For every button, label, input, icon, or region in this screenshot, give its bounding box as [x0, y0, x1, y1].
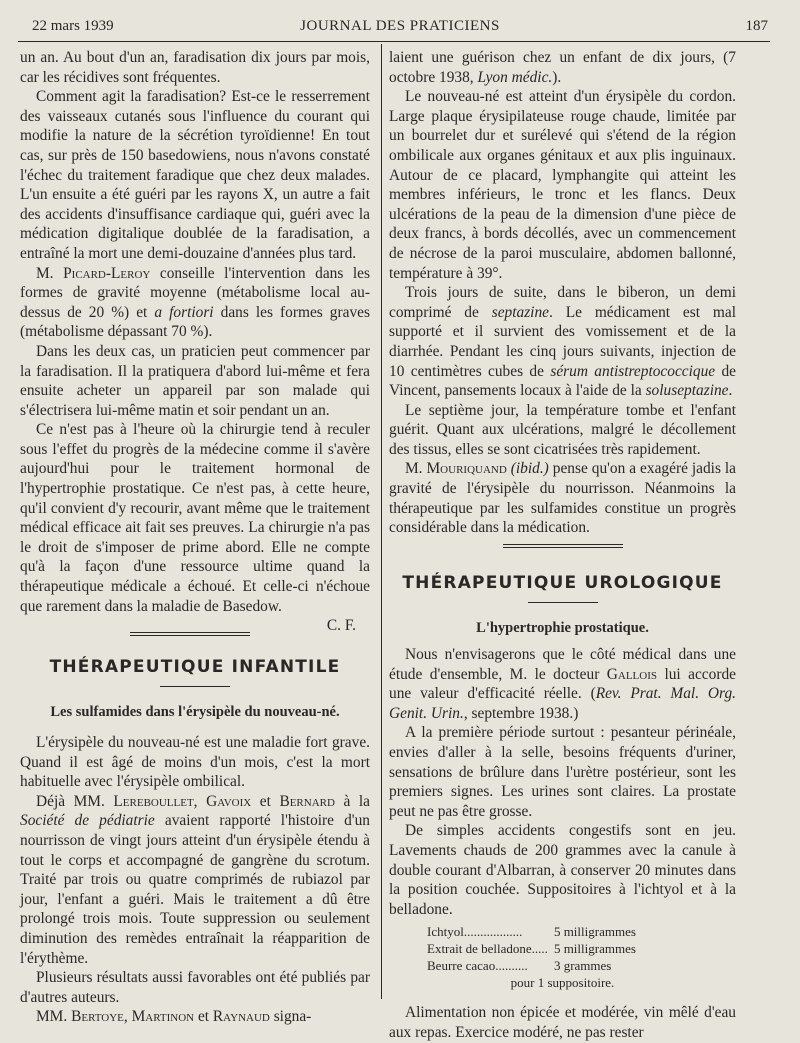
column-divider: [381, 44, 382, 999]
right-column: [389, 48, 736, 1043]
paragraph: De simples accidents congestifs sont en jeu. Lavements chauds de 200 grammes avec la canule à double courant d'Albarran, à conserver 20 minutes dans la position couchée. Suppositoires à l'ichtyol et à la belladone.: [389, 822, 736, 918]
header-journal-title: JOURNAL DES PRATICIENS: [300, 18, 500, 34]
header-page-number: 187: [745, 18, 768, 34]
author-name: Picard-Leroy: [63, 264, 151, 282]
prescription-formula: [427, 923, 636, 974]
left-column: [20, 48, 370, 1027]
paragraph: Le nouveau-né est atteint d'un érysipèle du cordon. Large plaque érysipilateuse rouge chaude, limitée par un bourrelet dur et surélevé qui s'étend de la région ombilicale aux organes génitaux et aux plis inguinaux. Autour de ce placard, lymphangite qui atteint les membres inférieurs, le tronc et les flancs. Deux ulcérations de la peau de la dimension d'une pièce de deux francs, à bords décollés, avec un commencement de nécrose de la paroi musculaire, abdomen ballonné, température à 39°.: [389, 88, 736, 282]
paragraph: laient une guérison chez un enfant de dix jours, (7 octobre 1938, Lyon médic.).: [389, 49, 736, 86]
article-subtitle: L'hypertrophie prostatique.: [476, 620, 649, 637]
paragraph: A la première période surtout : pesanteur périnéale, envies d'aller à la selle, besoins fréquents d'uriner, sensations de brûlure dans l'urètre postérieur, sont les premiers signes. Les urines sont claires. La prostate peut ne pas être grosse.: [389, 724, 736, 820]
paragraph: Ce n'est pas à l'heure où la chirurgie tend à reculer sous l'effet du progrès de la médecine comme il s'avère aujourd'hui pour le traitement hormonal de l'hypertrophie prostatique. Ce n'est pas, à cette heure, qu'il convient d'y recourir, avant même que le traitement médical efficace ait fait ses preuves. La chirurgie n'a pas le droit de s'imposer de prime abord. Elle ne compte qu'à la façon d'une ressource ultime quand la thérapeutique médicale a échoué. Et celle-ci n'échoue que rarement dans la maladie de Basedow.: [20, 421, 370, 615]
formula-row: Beurre cacao.......... 3 grammes: [427, 958, 612, 974]
paragraph: M. Picard-Leroy conseille l'intervention dans les formes de gravité moyenne (métabolisme local au-dessus de 20 %) et a fortiori dans les formes graves (métabolisme dépassant 70 %).: [20, 264, 370, 341]
paragraph: Plusieurs résultats aussi favorables ont été publiés par d'autres auteurs.: [20, 969, 370, 1006]
paragraph: un an. Au bout d'un an, faradisation dix jours par mois, car les récidives sont fréquentes.: [20, 49, 370, 86]
paragraph: MM. Bertoye, Martinon et Raynaud signa-: [36, 1008, 312, 1026]
paragraph: Dans les deux cas, un praticien peut commencer par la faradisation. Il la pratiquera d'abord lui-même et fera ensuite acheter un appareil par son malade qui s'électrisera lui-même matin et soir pendant un an.: [20, 342, 370, 419]
formula-row: Extrait de belladone..... 5 milligrammes: [427, 941, 636, 957]
section-title-urologique: THÉRAPEUTIQUE UROLOGIQUE: [402, 572, 723, 593]
paragraph: Le septième jour, la température tombe et l'enfant guérit. Quant aux ulcérations, malgré le décollement des tissus, elles se sont cicatrisées très rapidement.: [389, 401, 736, 458]
formula-note: pour 1 suppositoire.: [510, 975, 615, 991]
header-rule: [18, 41, 770, 42]
paragraph: M. Mouriquand (ibid.) pense qu'on a exagéré jadis la gravité de l'érysipèle du nourrisson. Néanmoins la thérapeutique par les sulfamides constitue un progrès considérable dans la médication.: [389, 460, 736, 537]
paragraph: Nous n'envisagerons que le côté médical dans une étude d'ensemble, M. le docteur Gallois lui accorde une valeur d'efficacité réelle. (Rev. Prat. Mal. Org. Genit. Urin., septembre 1938.): [389, 646, 736, 722]
paragraph: Trois jours de suite, dans le biberon, un demi comprimé de septazine. Le médicament est mal supporté et il survient des vomissement et de la diarrhée. Pendant les cinq jours suivants, injection de 10 centimètres cubes de sérum antistreptococcique de Vincent, pansements locaux à l'aide de la soluseptazine.: [389, 284, 737, 400]
page-header: [18, 18, 782, 40]
article-subtitle: Les sulfamides dans l'érysipèle du nouveau-né.: [50, 704, 340, 721]
paragraph: L'érysipèle du nouveau-né est une maladie fort grave. Quand il est âgé de moins d'un mois, c'est la mort habituelle avec l'érysipèle ombilical.: [20, 734, 370, 791]
article-signature: C. F.: [326, 617, 356, 635]
paragraph: Alimentation non épicée et modérée, vin mêlé d'eau aux repas. Exercice modéré, ne pas rester: [389, 1004, 736, 1041]
header-date: 22 mars 1939: [32, 18, 114, 34]
paragraph: Comment agit la faradisation? Est-ce le resserrement des vaisseaux cutanés sous l'influence du courant qui modifie la nature de la sécrétion tyroïdienne! En tout cas, sur près de 150 basedowiens, nous n'avons constaté l'échec du traitement faradique que chez deux malades. L'un ensuite a été guéri par les rayons X, un autre a fait des accidents d'insuffisance cardiaque qui, guéri avec la médication digitalique doublée de la faradisation, a entraîné la mort une demi-douzaine d'années plus tard.: [20, 88, 370, 262]
formula-row: Ichtyol.................. 5 milligrammes: [427, 924, 636, 940]
paragraph: Déjà MM. Lereboullet, Gavoix et Bernard à la Société de pédiatrie avaient rapporté l'histoire d'un nourrisson de vingt jours atteint d'un érysipèle étendu à tout le corps et accompagné de gangrène du scrotum. Traité par trois ou quatre comprimés de rubiazol par jour, l'enfant a guéri. Mais le traitement a dû être prolongé trois mois. Toute suppression ou seulement diminution des remèdes entraînait la réapparition de l'érythème.: [20, 792, 370, 967]
section-title-infantile: THÉRAPEUTIQUE INFANTILE: [49, 656, 341, 677]
